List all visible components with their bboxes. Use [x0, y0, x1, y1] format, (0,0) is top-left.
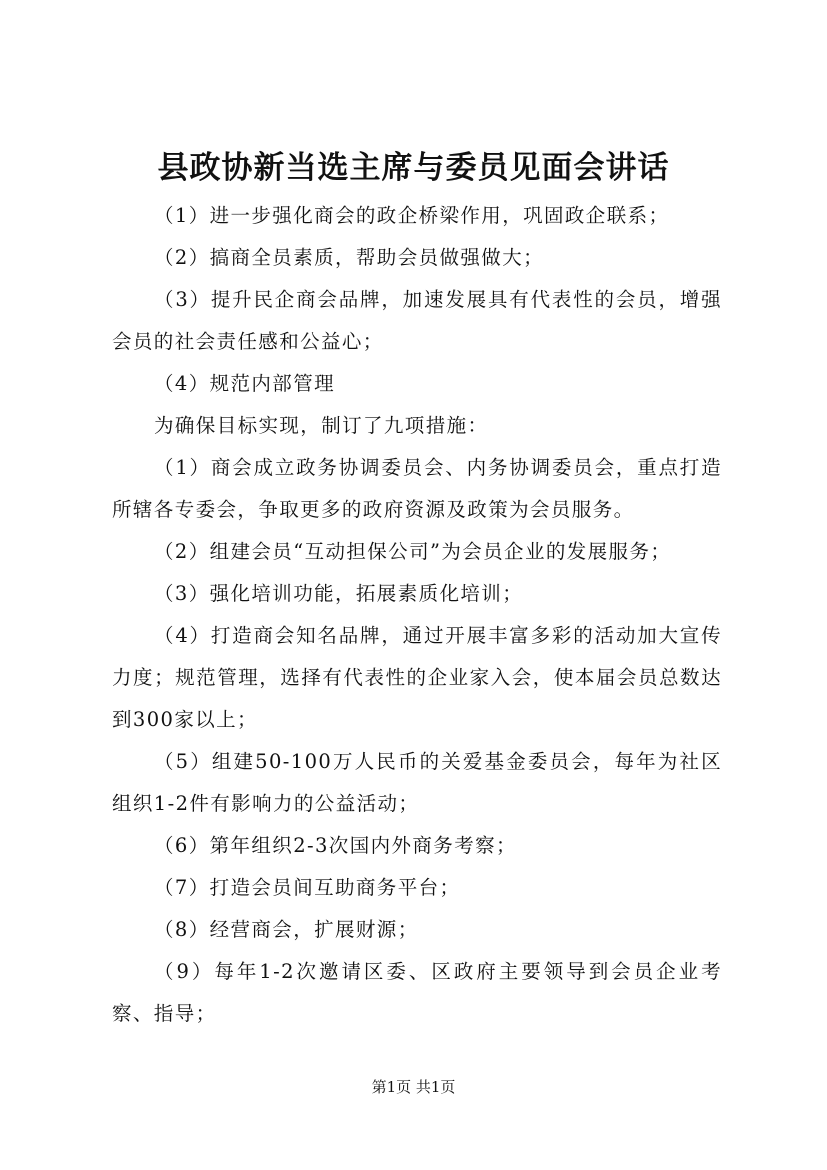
paragraph: （1）进一步强化商会的政企桥梁作用，巩固政企联系； [154, 204, 670, 227]
paragraph: 为确保目标实现，制订了九项措施： [154, 414, 489, 437]
paragraph: （4）打造商会知名品牌，通过开展丰富多彩的活动加大宣传力度；规范管理，选择有代表性的企业家入会，使本届会员总数达到300家以上； [112, 624, 722, 731]
paragraph: （6）第年组织2-3次国内外商务考察； [154, 834, 517, 857]
paragraph: （9）每年1-2次邀请区委、区政府主要领导到会员企业考察、指导； [112, 960, 722, 1025]
paragraph: （7）打造会员间互助商务平台； [154, 876, 461, 899]
paragraph: （5）组建50-100万人民币的关爱基金委员会，每年为社区组织1-2件有影响力的公益活动； [112, 750, 722, 815]
paragraph: （1）商会成立政务协调委员会、内务协调委员会，重点打造所辖各专委会，争取更多的政府资源及政策为会员服务。 [112, 456, 722, 521]
paragraph: （2）组建会员“互动担保公司”为会员企业的发展服务； [154, 540, 672, 563]
document-body [112, 195, 722, 1035]
document-title: 县政协新当选主席与委员见面会讲话 [157, 150, 670, 186]
paragraph: （4）规范内部管理 [154, 372, 336, 395]
paragraph: （8）经营商会，扩展财源； [154, 918, 419, 941]
page-footer: 第1页 共1页 [371, 1078, 456, 1096]
paragraph: （3）强化培训功能，拓展素质化培训； [154, 582, 524, 605]
paragraph: （2）搞商全员素质，帮助会员做强做大； [154, 246, 545, 269]
paragraph: （3）提升民企商会品牌，加速发展具有代表性的会员，增强会员的社会责任感和公益心； [112, 288, 722, 353]
